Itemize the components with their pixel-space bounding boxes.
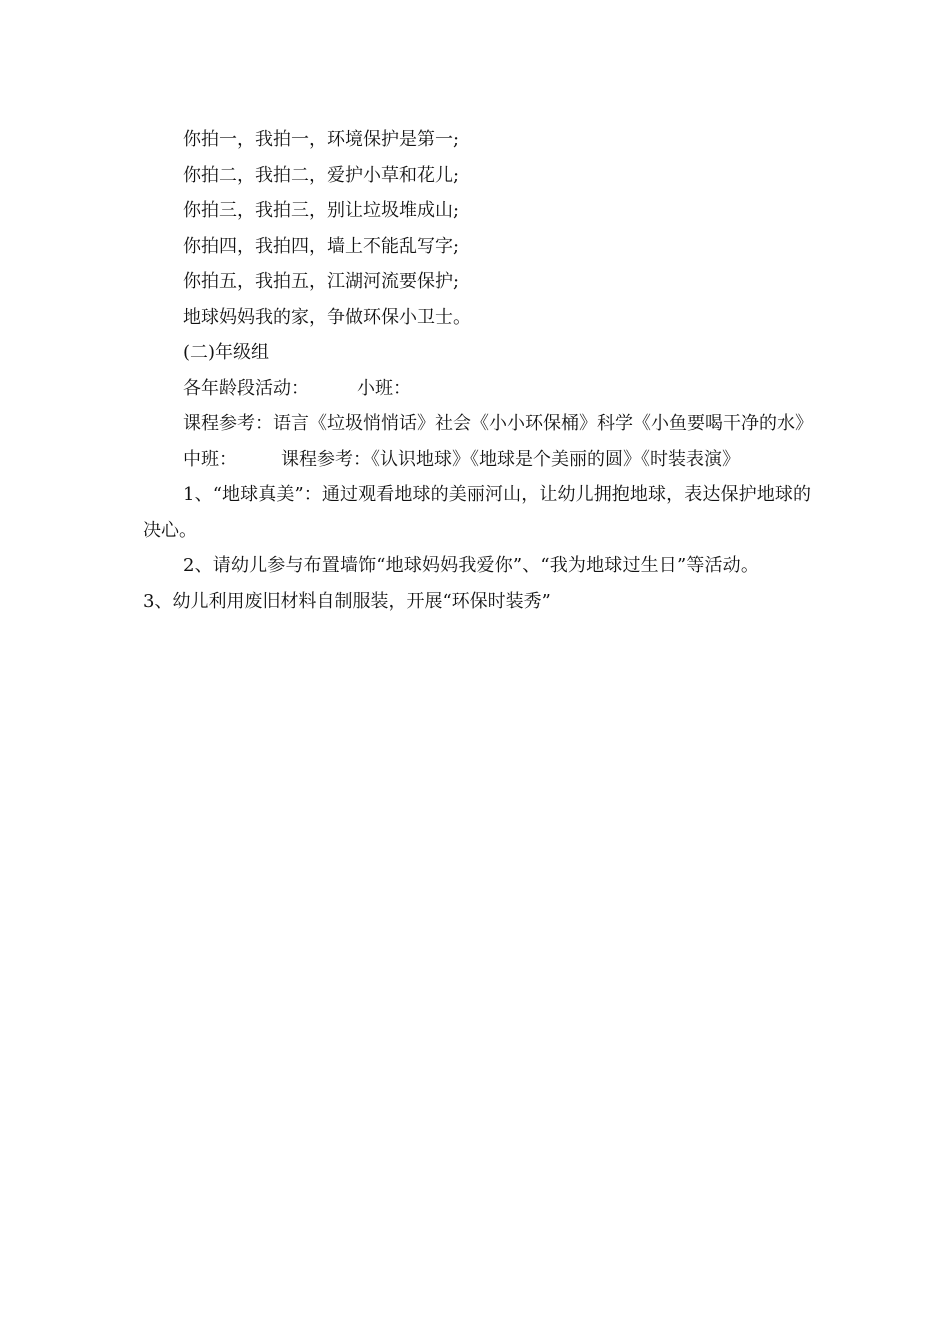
activity-2-and-3 xyxy=(143,548,811,619)
small-class-course: 课程参考：语言《垃圾悄悄话》社会《小小环保桶》科学《小鱼要喝干净的水》 xyxy=(183,413,813,434)
chant-line-6: 地球妈妈我的家，争做环保小卫士。 xyxy=(183,306,471,328)
age-activities-label: 各年龄段活动： xyxy=(183,377,309,399)
middle-class-line xyxy=(143,442,811,478)
chant-line-4: 你拍四，我拍四，墙上不能乱写字; xyxy=(183,235,460,257)
chant-line-3: 你拍三，我拍三，别让垃圾堆成山; xyxy=(183,200,460,221)
activity-3: 3、幼儿利用废旧材料自制服装，开展“环保时装秀” xyxy=(143,590,551,612)
age-activities-line xyxy=(143,371,811,407)
activity-1: 1、“地球真美”：通过观看地球的美丽河山，让幼儿拥抱地球，表达保护地球的决心。 xyxy=(143,484,811,541)
middle-class-course: 课程参考：《认识地球》《地球是个美丽的圆》《时装表演》 xyxy=(281,448,740,470)
middle-class-label: 中班： xyxy=(183,448,237,470)
chant-line-2: 你拍二，我拍二，爱护小草和花儿; xyxy=(183,164,460,186)
section-heading: (二)年级组 xyxy=(183,342,270,363)
activity-2: 2、请幼儿参与布置墙饰“地球妈妈我爱你”、“我为地球过生日”等活动。 xyxy=(183,555,759,576)
small-class-label: 小班： xyxy=(357,377,411,399)
chant-line-1: 你拍一，我拍一，环境保护是第一; xyxy=(183,129,460,150)
document-body xyxy=(143,122,811,619)
chant-line-5: 你拍五，我拍五，江湖河流要保护; xyxy=(183,271,460,292)
